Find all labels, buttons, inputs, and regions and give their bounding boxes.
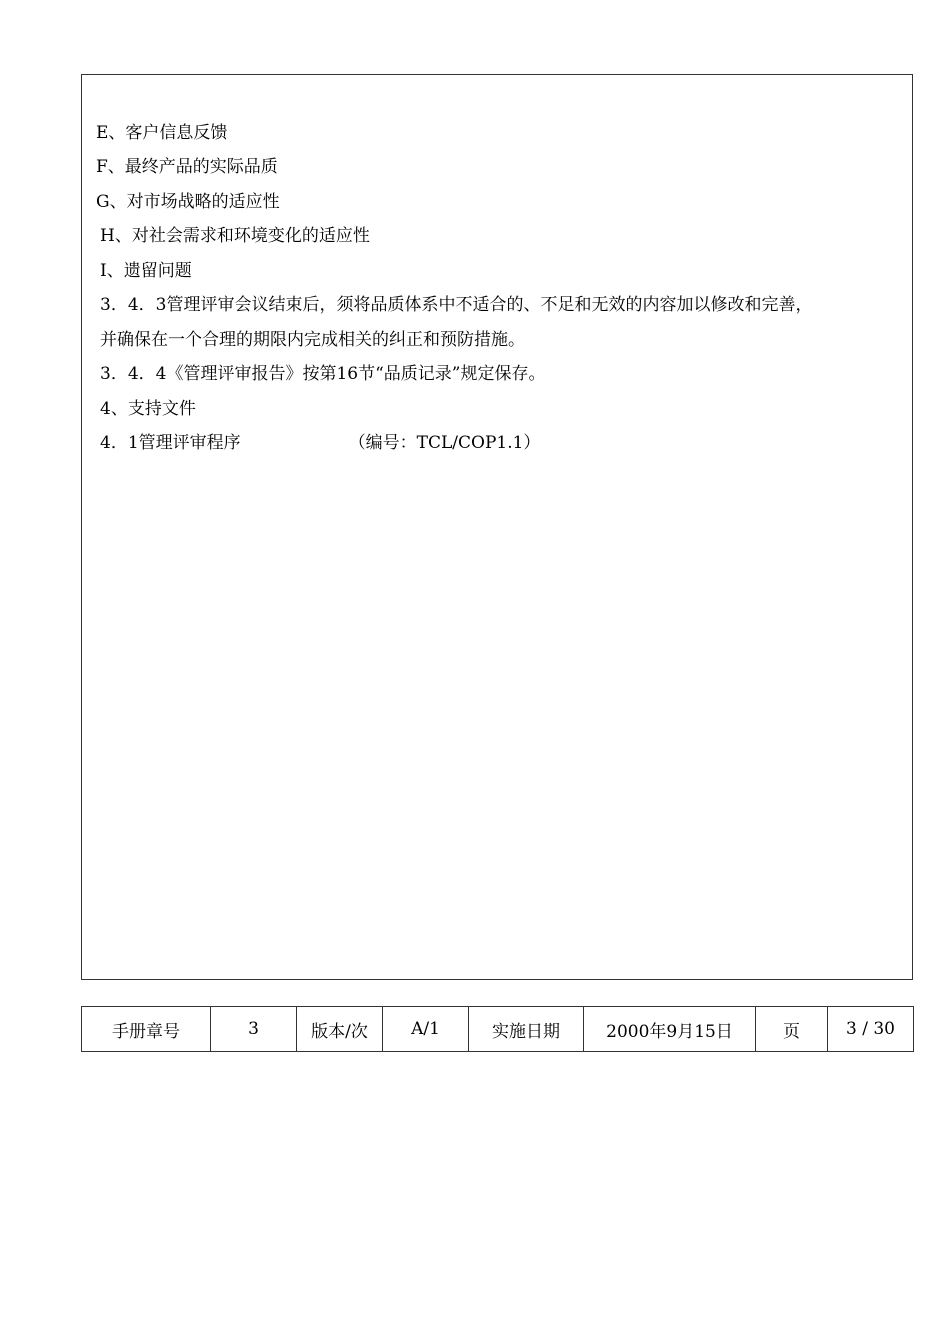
clause-3-4-3-line2: 并确保在一个合理的期限内完成相关的纠正和预防措施。 bbox=[100, 330, 525, 350]
page-label: 页 bbox=[756, 1007, 828, 1052]
date-label: 实施日期 bbox=[469, 1007, 584, 1052]
item-e-customer-feedback: E、客户信息反馈 bbox=[96, 123, 228, 143]
item-g-market-strategy: G、对市场战略的适应性 bbox=[96, 192, 280, 212]
footer-info-table bbox=[81, 1006, 914, 1052]
section-4-support-docs: 4、支持文件 bbox=[100, 399, 196, 419]
doc-code: （编号：TCL/COP1.1） bbox=[348, 433, 541, 453]
clause-4-1-title: 4．1管理评审程序 bbox=[100, 433, 241, 453]
item-i-open-issues: I、遗留问题 bbox=[100, 261, 192, 281]
clause-3-4-4: 3．4．4《管理评审报告》按第16节“品质记录”规定保存。 bbox=[100, 364, 546, 384]
page-value: 3 / 30 bbox=[828, 1007, 914, 1052]
clause-3-4-3-line1: 3．4．3管理评审会议结束后，须将品质体系中不适合的、不足和无效的内容加以修改和完善， bbox=[100, 295, 813, 315]
chapter-label: 手册章号 bbox=[82, 1007, 211, 1052]
item-f-product-quality: F、最终产品的实际品质 bbox=[96, 157, 278, 177]
clause-4-1 bbox=[100, 433, 540, 453]
footer-row bbox=[82, 1007, 914, 1052]
version-label: 版本/次 bbox=[297, 1007, 383, 1052]
item-h-social-demand: H、对社会需求和环境变化的适应性 bbox=[100, 226, 370, 246]
date-value: 2000年9月15日 bbox=[584, 1007, 756, 1052]
chapter-value: 3 bbox=[211, 1007, 297, 1052]
document-content-box bbox=[81, 74, 913, 980]
version-value: A/1 bbox=[383, 1007, 469, 1052]
